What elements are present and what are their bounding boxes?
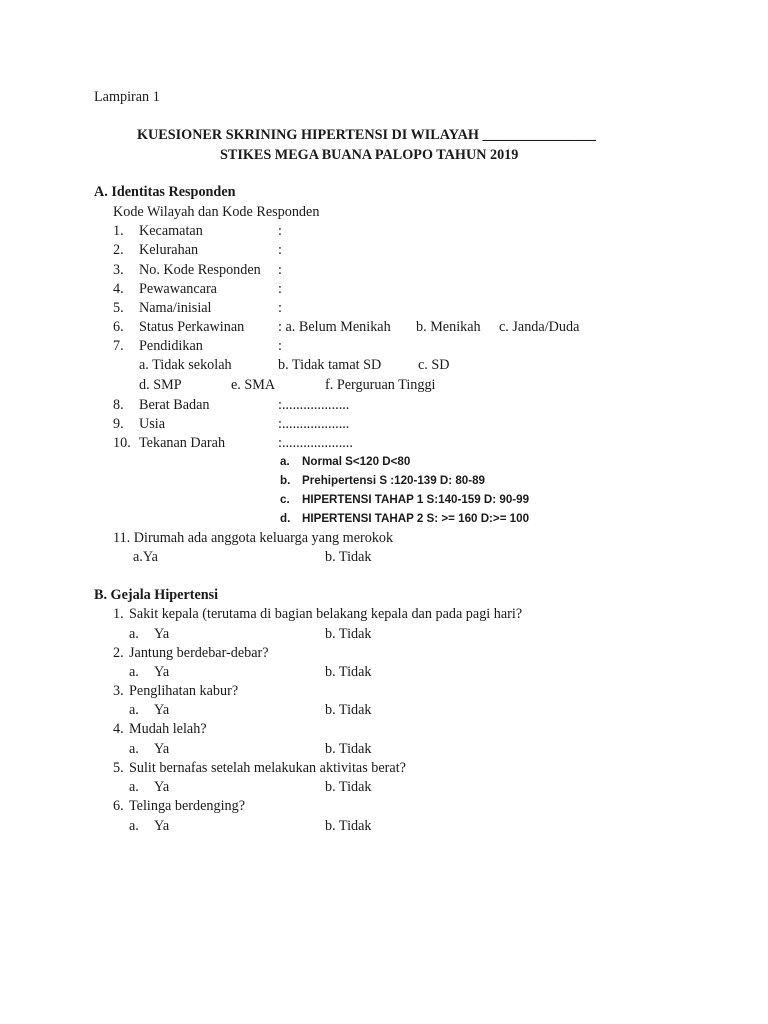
field-value: : [278,242,282,258]
lampiran-label: Lampiran 1 [94,89,160,105]
field-value: : [278,338,282,354]
field-number: 10. [113,435,131,451]
answer-letter: a. [129,702,139,718]
field-number: 9. [113,416,124,432]
question-number: 2. [113,645,124,661]
field-number: 4. [113,281,124,297]
field-value: : [278,262,282,278]
field-value: : [278,300,282,316]
field-label: Pendidikan [139,338,203,354]
field-label: Berat Badan [139,397,210,413]
field-value: :................... [278,397,350,413]
question-text: Penglihatan kabur? [129,683,239,699]
bp-letter: b. [280,474,291,487]
answer-yes: Ya [154,626,170,642]
field-value: : [278,281,282,297]
field-value: :................... [278,416,350,432]
bp-letter: d. [280,512,291,525]
section-b-heading: B. Gejala Hipertensi [94,587,219,603]
answer-no: b. Tidak [325,626,372,642]
field-number: 7. [113,338,124,354]
bp-letter: c. [280,493,290,506]
bp-category: Normal S<120 D<80 [302,455,411,468]
answer-letter: a. [129,664,139,680]
question-text: Mudah lelah? [129,721,207,737]
field-label: No. Kode Responden [139,262,261,278]
question-11: 11. Dirumah ada anggota keluarga yang merokok [113,530,394,546]
field-number: 2. [113,242,124,258]
field-value: : [278,223,282,239]
question-number: 6. [113,798,124,814]
education-option-c: c. SD [418,357,450,373]
answer-letter: a. [129,818,139,834]
field-label: Kecamatan [139,223,203,239]
field-label: Nama/inisial [139,300,212,316]
question-11-option-b: b. Tidak [325,549,372,565]
field-label: Usia [139,416,166,432]
answer-letter: a. [129,741,139,757]
question-number: 1. [113,606,124,622]
marital-option-b: b. Menikah [416,319,481,335]
question-11-option-a: a.Ya [133,549,158,565]
field-number: 5. [113,300,124,316]
question-text: Jantung berdebar-debar? [129,645,269,661]
section-a-subheading: Kode Wilayah dan Kode Responden [113,204,320,220]
bp-letter: a. [280,455,290,468]
field-label: Status Perkawinan [139,319,245,335]
answer-yes: Ya [154,741,170,757]
marital-option-c: c. Janda/Duda [499,319,580,335]
question-number: 3. [113,683,124,699]
education-option-a: a. Tidak sekolah [139,357,232,373]
answer-yes: Ya [154,779,170,795]
answer-no: b. Tidak [325,702,372,718]
bp-category: HIPERTENSI TAHAP 2 S: >= 160 D:>= 100 [302,512,530,525]
education-option-d: d. SMP [139,377,182,393]
question-number: 4. [113,721,124,737]
question-text: Sulit bernafas setelah melakukan aktivitas berat? [129,760,406,776]
answer-no: b. Tidak [325,664,372,680]
field-value: : a. Belum Menikah [278,319,391,335]
field-number: 3. [113,262,124,278]
bp-category: HIPERTENSI TAHAP 1 S:140-159 D: 90-99 [302,493,530,506]
title-line-2: STIKES MEGA BUANA PALOPO TAHUN 2019 [220,147,519,163]
title-line-1: KUESIONER SKRINING HIPERTENSI DI WILAYAH ________________ [137,127,596,143]
bp-category: Prehipertensi S :120-139 D: 80-89 [302,474,486,487]
answer-letter: a. [129,626,139,642]
field-label: Kelurahan [139,242,199,258]
education-option-e: e. SMA [231,377,276,393]
field-number: 6. [113,319,124,335]
field-label: Pewawancara [139,281,217,297]
answer-yes: Ya [154,664,170,680]
question-text: Telinga berdenging? [129,798,246,814]
field-label: Tekanan Darah [139,435,226,451]
answer-no: b. Tidak [325,741,372,757]
field-value: :.................... [278,435,353,451]
answer-yes: Ya [154,818,170,834]
question-number: 5. [113,760,124,776]
answer-letter: a. [129,779,139,795]
education-option-b: b. Tidak tamat SD [278,357,382,373]
answer-yes: Ya [154,702,170,718]
field-number: 1. [113,223,124,239]
answer-no: b. Tidak [325,779,372,795]
section-a-heading: A. Identitas Responden [94,184,236,200]
question-text: Sakit kepala (terutama di bagian belakang kepala dan pada pagi hari? [129,606,523,622]
field-number: 8. [113,397,124,413]
answer-no: b. Tidak [325,818,372,834]
education-option-f: f. Perguruan Tinggi [325,377,436,393]
